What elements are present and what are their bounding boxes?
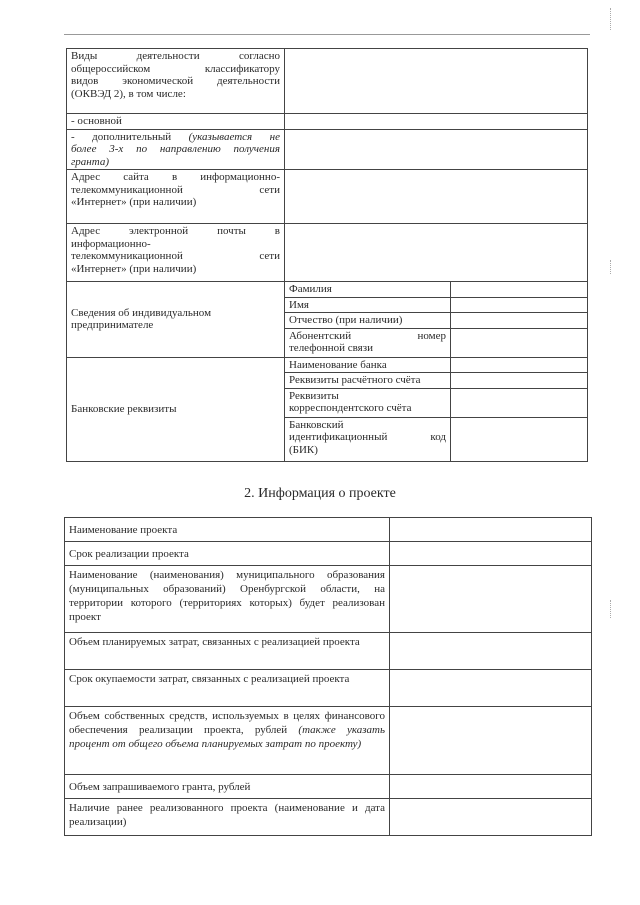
account-value-cell[interactable] <box>451 373 588 389</box>
patronymic-value-cell[interactable] <box>451 313 588 329</box>
grant-amount-value-cell[interactable] <box>390 775 592 799</box>
okved-main-value-cell[interactable] <box>285 114 588 130</box>
email-value-cell[interactable] <box>285 224 588 282</box>
okved-extra-value-cell[interactable] <box>285 129 588 170</box>
field-surname: Фамилия <box>285 282 451 298</box>
table-row <box>67 224 588 282</box>
table-row <box>65 518 592 542</box>
row-previous-project: Наличие ранее реализованного проекта (наименование и дата реализации) <box>65 799 390 836</box>
field-bik: Банковский идентификационный код (БИК) <box>285 417 451 461</box>
entrepreneur-label: Сведения об индивидуальном предпринимателе <box>67 282 285 358</box>
project-name-value-cell[interactable] <box>390 518 592 542</box>
table-row <box>67 170 588 224</box>
field-bank-name: Наименование банка <box>285 357 451 373</box>
row-project-name: Наименование проекта <box>65 518 390 542</box>
okved-value-cell[interactable] <box>285 49 588 114</box>
phone-value-cell[interactable] <box>451 328 588 357</box>
row-planned-costs: Объем планируемых затрат, связанных с реализацией проекта <box>65 633 390 670</box>
row-own-funds: Объем собственных средств, используемых в целях финансового обеспечения реализации проекта, рублей (также указать процент от общего объема планируемых затрат по проекту) <box>65 707 390 775</box>
section-title: 2. Информация о проекте <box>244 486 396 501</box>
table-row <box>65 799 592 836</box>
field-name: Имя <box>285 297 451 313</box>
table-row <box>67 129 588 170</box>
municipal-value-cell[interactable] <box>390 566 592 633</box>
table-row <box>65 775 592 799</box>
table-row <box>65 670 592 707</box>
okved-extra-label: - дополнительный (указывается не более 3-х по направлению получения гранта) <box>67 129 285 170</box>
okved-label: Виды деятельности согласно общероссийском классификатору видов экономической деятельности (ОКВЭД 2), в том числе: <box>67 49 285 114</box>
table-row <box>67 114 588 130</box>
field-corr-account: Реквизиты корреспондентского счёта <box>285 388 451 417</box>
planned-costs-value-cell[interactable] <box>390 633 592 670</box>
bank-name-value-cell[interactable] <box>451 357 588 373</box>
email-label: Адрес электронной почты в информационно- телекоммуникационной сети «Интернет» (при наличии) <box>67 224 285 282</box>
scan-edge-mark <box>610 260 611 274</box>
scan-edge-mark <box>610 8 611 30</box>
table-row <box>65 633 592 670</box>
table-row <box>67 282 588 298</box>
field-patronymic: Отчество (при наличии) <box>285 313 451 329</box>
table-row <box>65 542 592 566</box>
corr-account-value-cell[interactable] <box>451 388 588 417</box>
bik-value-cell[interactable] <box>451 417 588 461</box>
row-municipal: Наименование (наименования) муниципального образования (муниципальных образований) Оренбургской области, на территории которого (территориях которых) будет реализован проект <box>65 566 390 633</box>
project-info-table <box>64 517 592 836</box>
surname-value-cell[interactable] <box>451 282 588 298</box>
previous-project-value-cell[interactable] <box>390 799 592 836</box>
table-row <box>67 49 588 114</box>
website-label: Адрес сайта в информационно- телекоммуникационной сети «Интернет» (при наличии) <box>67 170 285 224</box>
field-account: Реквизиты расчётного счёта <box>285 373 451 389</box>
okved-main-label: - основной <box>67 114 285 130</box>
top-rule <box>64 34 590 35</box>
website-value-cell[interactable] <box>285 170 588 224</box>
name-value-cell[interactable] <box>451 297 588 313</box>
applicant-info-table <box>66 48 588 462</box>
table-row <box>67 357 588 373</box>
row-term: Срок реализации проекта <box>65 542 390 566</box>
scan-edge-mark <box>610 600 611 618</box>
payback-value-cell[interactable] <box>390 670 592 707</box>
row-grant-amount: Объем запрашиваемого гранта, рублей <box>65 775 390 799</box>
table-row <box>65 566 592 633</box>
term-value-cell[interactable] <box>390 542 592 566</box>
row-payback: Срок окупаемости затрат, связанных с реализацией проекта <box>65 670 390 707</box>
bank-details-label: Банковские реквизиты <box>67 357 285 461</box>
own-funds-value-cell[interactable] <box>390 707 592 775</box>
field-phone: Абонентский номер телефонной связи <box>285 328 451 357</box>
table-row <box>65 707 592 775</box>
